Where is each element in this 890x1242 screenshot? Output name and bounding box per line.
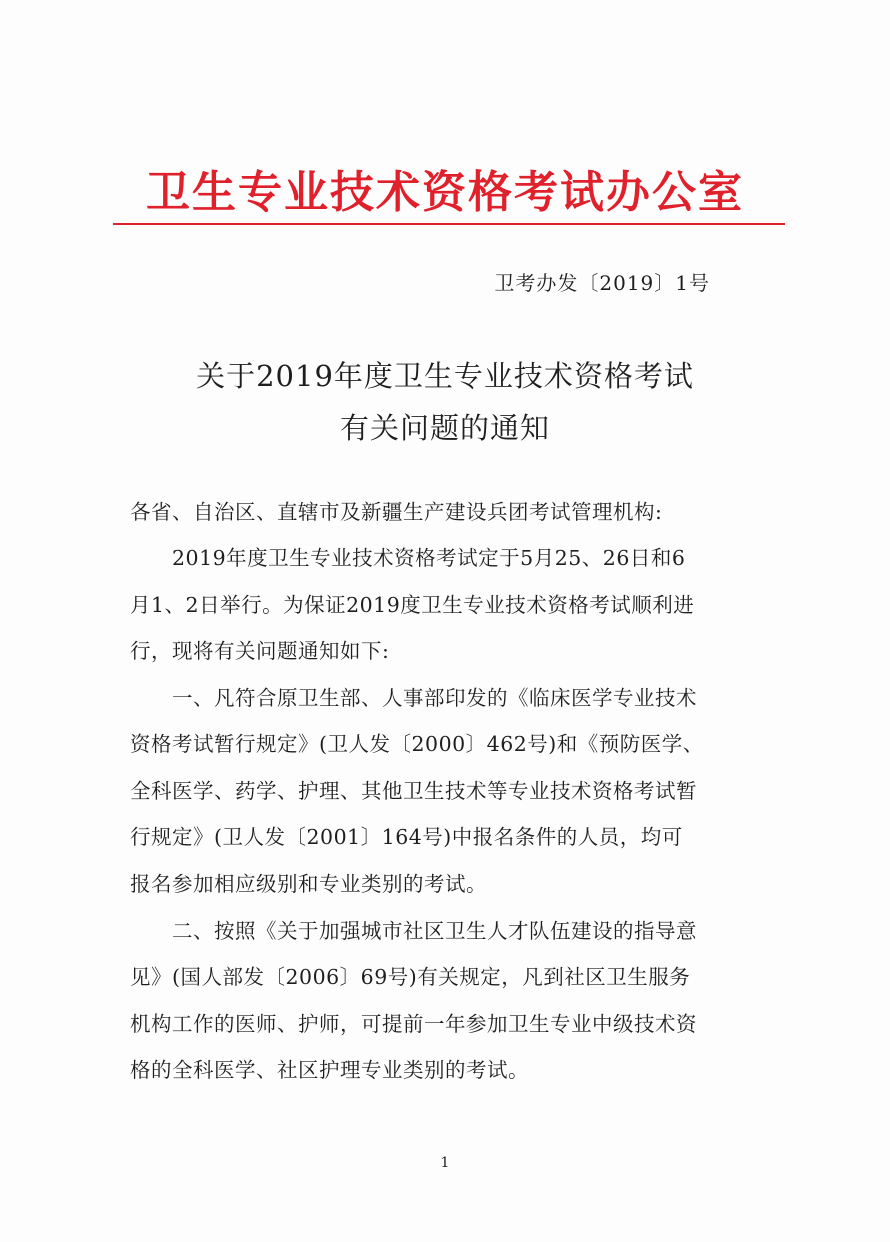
body-text-line: 2019年度卫生专业技术资格考试定于5月25、26日和6 [172,546,686,570]
header-red-rule [113,223,785,225]
document-title-line-2: 有关问题的通知 [339,411,550,445]
document-title-line-1: 关于2019年度卫生专业技术资格考试 [196,359,694,393]
body-text-line: 月1、2日举行。为保证2019度卫生专业技术资格考试顺利进 [130,593,695,617]
document-number: 卫考办发〔2019〕1号 [494,271,710,295]
body-text-line: 报名参加相应级别和专业类别的考试。 [130,872,487,896]
body-text-line: 全科医学、药学、护理、其他卫生技术等专业技术资格考试暂 [130,779,697,803]
body-text-line: 见》(国人部发〔2006〕69号)有关规定，凡到社区卫生服务 [130,965,691,989]
body-text-line: 一、凡符合原卫生部、人事部印发的《临床医学专业技术 [172,686,697,710]
body-text-line: 二、按照《关于加强城市社区卫生人才队伍建设的指导意 [172,919,697,943]
body-text-line: 行，现将有关问题通知如下: [130,639,390,663]
addressee-line: 各省、自治区、直辖市及新疆生产建设兵团考试管理机构: [130,500,663,524]
page-number: 1 [440,1155,450,1171]
body-text-line: 资格考试暂行规定》(卫人发〔2000〕462号)和《预防医学、 [130,732,704,756]
body-text-line: 格的全科医学、社区护理专业类别的考试。 [130,1058,529,1082]
issuing-office-header: 卫生专业技术资格考试办公室 [146,167,744,218]
body-text-line: 机构工作的医师、护师，可提前一年参加卫生专业中级技术资 [130,1012,697,1036]
body-text-line: 行规定》(卫人发〔2001〕164号)中报名条件的人员，均可 [130,825,683,849]
